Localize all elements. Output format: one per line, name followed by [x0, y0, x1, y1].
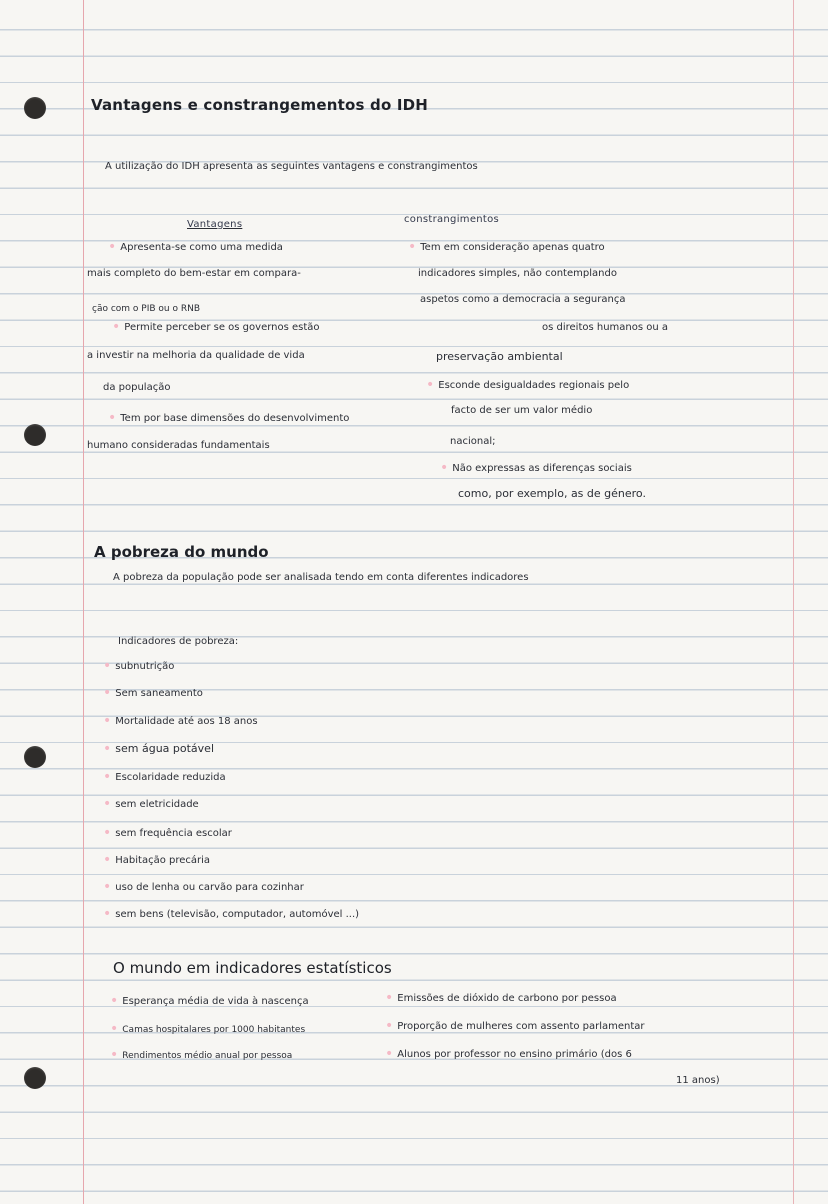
pobreza-item: • Escolaridade reduzida	[103, 770, 226, 784]
constrangimentos-line: indicadores simples, não contemplando	[418, 268, 617, 279]
vantagens-line: a investir na melhoria da qualidade de vida	[87, 350, 305, 361]
constrangimentos-line: preservação ambiental	[436, 350, 563, 363]
vantagens-line: • Tem por base dimensões do desenvolvimento	[108, 411, 349, 425]
vantagens-line: humano consideradas fundamentais	[87, 440, 270, 451]
constrangimentos-line: nacional;	[450, 436, 496, 447]
constrangimentos-heading: constrangimentos	[404, 214, 500, 225]
mundo-right-item: 11 anos)	[676, 1075, 720, 1086]
mundo-left-item: • Camas hospitalares por 1000 habitantes	[110, 1022, 305, 1036]
pobreza-item: • uso de lenha ou carvão para cozinhar	[103, 880, 304, 894]
pobreza-item: • Habitação precária	[103, 853, 210, 867]
mundo-left-item: • Rendimentos médio anual por pessoa	[110, 1048, 292, 1062]
pobreza-list-heading: Indicadores de pobreza:	[118, 636, 239, 647]
section-title-mundo: O mundo em indicadores estatísticos	[113, 959, 392, 977]
binder-hole	[24, 746, 46, 768]
vantagens-line: ção com o PIB ou o RNB	[92, 304, 200, 314]
margin-line	[83, 0, 84, 1204]
mundo-left-item: • Esperança média de vida à nascença	[110, 994, 309, 1008]
idh-intro: A utilização do IDH apresenta as seguintes vantagens e constrangimentos	[105, 161, 478, 172]
vantagens-line: mais completo do bem-estar em compara-	[87, 268, 301, 279]
section-title-idh: Vantagens e constrangementos do IDH	[91, 96, 429, 114]
vantagens-heading: Vantagens	[187, 219, 243, 230]
constrangimentos-line: aspetos como a democracia a segurança	[420, 294, 626, 305]
pobreza-intro: A pobreza da população pode ser analisada tendo em conta diferentes indicadores	[113, 572, 529, 583]
section-title-pobreza: A pobreza do mundo	[94, 543, 269, 561]
vantagens-line: da população	[103, 382, 171, 393]
constrangimentos-line: • Tem em consideração apenas quatro	[408, 240, 605, 254]
pobreza-item: • sem bens (televisão, computador, automóvel ...)	[103, 907, 359, 921]
mundo-right-item: • Proporção de mulheres com assento parlamentar	[385, 1019, 645, 1033]
vantagens-line: • Apresenta-se como uma medida	[108, 240, 283, 254]
binder-hole	[24, 1067, 46, 1089]
pobreza-item: • sem água potável	[103, 742, 214, 755]
pobreza-item: • sem eletricidade	[103, 797, 199, 811]
constrangimentos-line: facto de ser um valor médio	[451, 405, 593, 416]
constrangimentos-line: os direitos humanos ou a	[542, 322, 669, 333]
pobreza-item: • Mortalidade até aos 18 anos	[103, 714, 258, 728]
binder-hole	[24, 424, 46, 446]
constrangimentos-line: • Esconde desigualdades regionais pelo	[426, 378, 629, 392]
mundo-right-item: • Emissões de dióxido de carbono por pessoa	[385, 991, 617, 1005]
right-margin-line	[793, 0, 794, 1204]
constrangimentos-line: • Não expressas as diferenças sociais	[440, 461, 632, 475]
vantagens-line: • Permite perceber se os governos estão	[112, 320, 320, 334]
pobreza-item: • Sem saneamento	[103, 686, 203, 700]
mundo-right-item: • Alunos por professor no ensino primário (dos 6	[385, 1047, 632, 1061]
constrangimentos-line: como, por exemplo, as de género.	[458, 487, 646, 500]
pobreza-item: • sem frequência escolar	[103, 826, 232, 840]
binder-hole	[24, 97, 46, 119]
pobreza-item: • subnutrição	[103, 659, 174, 673]
